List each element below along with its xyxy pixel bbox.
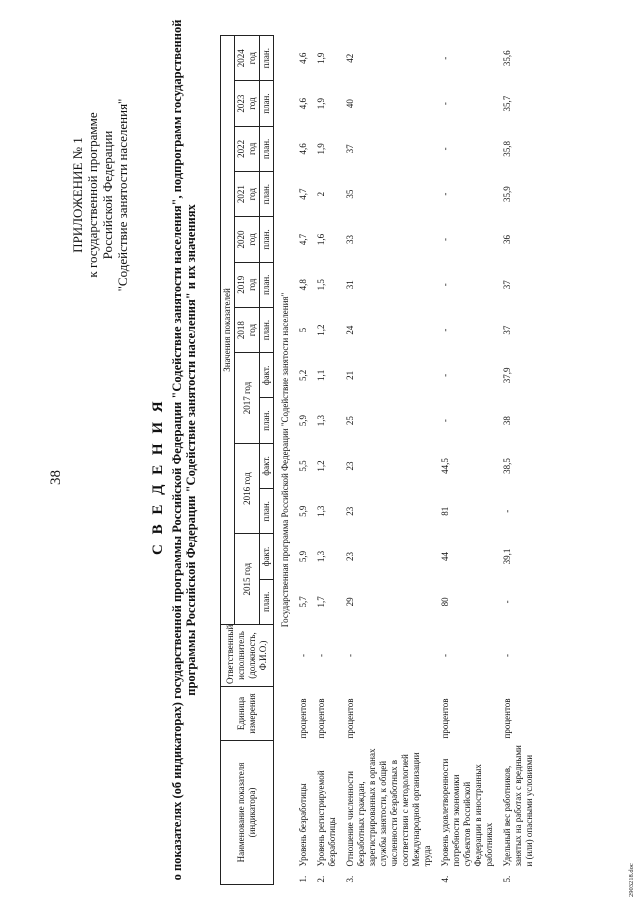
- value-cell: 81: [440, 506, 450, 516]
- indicator-name: Отношение численности безработных граждан, зарегистрированных в органах службы занятости, к общей численности безработных в соответствии с методологией Международной организации труда: [345, 748, 432, 867]
- value-cell: 42: [345, 53, 355, 63]
- header-name: Наименование показателя (индикатора): [221, 740, 274, 884]
- appendix-line: Российской Федерации: [100, 130, 115, 260]
- value-cell: 5,9: [298, 550, 308, 563]
- header-year-2015: 2015 год: [235, 534, 260, 625]
- header-plan: план.: [260, 262, 274, 307]
- header-year-2021: 2021 год: [235, 172, 260, 217]
- value-cell: 37: [345, 144, 355, 154]
- value-cell: 1,3: [316, 505, 326, 517]
- appendix-block: [70, 45, 130, 345]
- header-plan: план.: [260, 172, 274, 217]
- value-cell: 4,8: [298, 279, 308, 291]
- appendix-line: "Содействие занятости населения": [115, 98, 130, 292]
- value-cell: 1,7: [316, 596, 326, 608]
- value-cell: 1,3: [316, 550, 326, 563]
- value-cell: 5,5: [298, 460, 308, 472]
- value-cell: 39,1: [502, 548, 512, 565]
- section-title: Государственная программа Российской Федерации "Содействие занятости населения": [280, 292, 290, 628]
- row-number: 5.: [502, 875, 512, 883]
- appendix-line: к государственной программе: [85, 112, 100, 278]
- header-plan: план.: [260, 81, 274, 126]
- indicator-name: Уровень регистрируемой безработицы: [316, 770, 337, 867]
- responsible-cell: -: [502, 653, 512, 657]
- value-cell: 33: [345, 234, 355, 244]
- header-plan: план.: [260, 217, 274, 262]
- header-fact: факт.: [260, 443, 274, 488]
- value-cell: 35,7: [502, 95, 512, 112]
- value-cell: 29: [345, 597, 355, 607]
- header-plan: план.: [260, 579, 274, 624]
- header-plan: план.: [260, 489, 274, 534]
- header-values-group: Значения показателей: [221, 36, 235, 625]
- header-fact: факт.: [260, 353, 274, 398]
- value-cell: 2: [316, 191, 326, 197]
- header-unit: Единица измерения: [221, 686, 274, 740]
- value-cell: 80: [440, 597, 450, 607]
- value-cell: 23: [345, 461, 355, 471]
- value-cell: -: [440, 237, 450, 241]
- unit-cell: процентов: [440, 698, 450, 739]
- value-cell: 35,9: [502, 186, 512, 203]
- value-cell: 4,6: [298, 97, 308, 110]
- value-cell: 37,9: [502, 367, 512, 384]
- responsible-cell: -: [316, 653, 326, 657]
- header-year-2018: 2018 год: [235, 307, 260, 352]
- value-cell: 1,9: [316, 143, 326, 155]
- value-cell: 23: [345, 552, 355, 562]
- value-cell: 44,5: [440, 458, 450, 474]
- value-cell: 4,6: [298, 143, 308, 155]
- header-plan: план.: [260, 307, 274, 352]
- header-year-2022: 2022 год: [235, 126, 260, 171]
- value-cell: 1,2: [316, 460, 326, 472]
- value-cell: 1,9: [316, 52, 326, 64]
- value-cell: 1,5: [316, 279, 326, 291]
- value-cell: 1,1: [316, 369, 326, 381]
- value-cell: 1,9: [316, 97, 326, 110]
- value-cell: -: [440, 192, 450, 196]
- value-cell: 5: [298, 327, 308, 333]
- value-cell: 5,9: [298, 415, 308, 427]
- value-cell: 5,9: [298, 505, 308, 517]
- header-plan: план.: [260, 36, 274, 81]
- header-plan: план.: [260, 126, 274, 171]
- row-number: 2.: [316, 875, 326, 883]
- header-year-2020: 2020 год: [235, 217, 260, 262]
- value-cell: 4,7: [298, 188, 308, 200]
- value-cell: -: [502, 600, 512, 604]
- indicators-table: [220, 35, 536, 885]
- header-year-2019: 2019 год: [235, 262, 260, 307]
- value-cell: 38,5: [502, 458, 512, 474]
- value-cell: 35,8: [502, 141, 512, 157]
- indicator-name: Удельный вес работников, занятых на работах с вредными и (или) опасными условиями: [502, 745, 534, 867]
- document-code: 2903218.doc: [628, 863, 635, 897]
- responsible-cell: -: [345, 653, 355, 657]
- value-cell: -: [440, 283, 450, 287]
- value-cell: 21: [345, 370, 355, 380]
- value-cell: 25: [345, 416, 355, 426]
- value-cell: 35,6: [502, 50, 512, 67]
- header-year-2016: 2016 год: [235, 443, 260, 534]
- value-cell: 24: [345, 325, 355, 335]
- value-cell: 36: [502, 234, 512, 244]
- value-cell: 23: [345, 506, 355, 516]
- value-cell: 35: [345, 189, 355, 199]
- table-row: [339, 36, 434, 885]
- header-year-2024: 2024 год: [235, 36, 260, 81]
- responsible-cell: -: [298, 653, 308, 657]
- row-number: 4.: [440, 875, 450, 883]
- value-cell: 1,3: [316, 415, 326, 427]
- row-number: 3.: [345, 875, 355, 883]
- indicator-name: Уровень удовлетворенности потребности экономики субъектов Российской Федерации в иностранных работниках: [440, 758, 494, 867]
- header-year-2017: 2017 год: [235, 353, 260, 444]
- value-cell: 4,7: [298, 233, 308, 246]
- document-subtitle: о показателях (об индикаторах) государственной программы Российской Федерации "Содействие занятости населения", подпрограмм государственной программы Российской Федерации "Содействие занятости населения" и их значениях: [170, 19, 198, 881]
- value-cell: -: [440, 102, 450, 106]
- header-plan: план.: [260, 398, 274, 443]
- value-cell: 31: [345, 280, 355, 290]
- value-cell: 38: [502, 416, 512, 426]
- appendix-title: ПРИЛОЖЕНИЕ № 1: [70, 137, 85, 253]
- header-responsible: Ответственный исполнитель (должность, Ф.И.О.): [221, 624, 274, 686]
- value-cell: -: [440, 373, 450, 377]
- table-row: [292, 36, 310, 885]
- value-cell: -: [440, 328, 450, 332]
- value-cell: 4,6: [298, 52, 308, 64]
- value-cell: 37: [502, 325, 512, 335]
- header-fact: факт.: [260, 534, 274, 579]
- indicator-name: Уровень безработицы: [298, 783, 308, 867]
- document-title: С В Е Д Е Н И Я: [150, 398, 166, 555]
- unit-cell: процентов: [316, 698, 326, 739]
- row-number: 1.: [298, 875, 308, 883]
- value-cell: 1,2: [316, 324, 326, 336]
- unit-cell: процентов: [502, 698, 512, 739]
- value-cell: 44: [440, 552, 450, 562]
- value-cell: 1,6: [316, 233, 326, 246]
- table-row: [496, 36, 536, 885]
- unit-cell: процентов: [298, 698, 308, 739]
- value-cell: -: [440, 147, 450, 151]
- value-cell: -: [440, 56, 450, 60]
- value-cell: 5,7: [298, 596, 308, 608]
- responsible-cell: -: [440, 653, 450, 657]
- value-cell: 40: [345, 99, 355, 109]
- value-cell: -: [502, 509, 512, 513]
- value-cell: 37: [502, 280, 512, 290]
- value-cell: 5,2: [298, 369, 308, 381]
- unit-cell: процентов: [345, 698, 355, 739]
- page-number: 38: [48, 470, 64, 485]
- header-year-2023: 2023 год: [235, 81, 260, 126]
- table-row: [310, 36, 339, 885]
- table-row: [434, 36, 496, 885]
- value-cell: -: [440, 419, 450, 423]
